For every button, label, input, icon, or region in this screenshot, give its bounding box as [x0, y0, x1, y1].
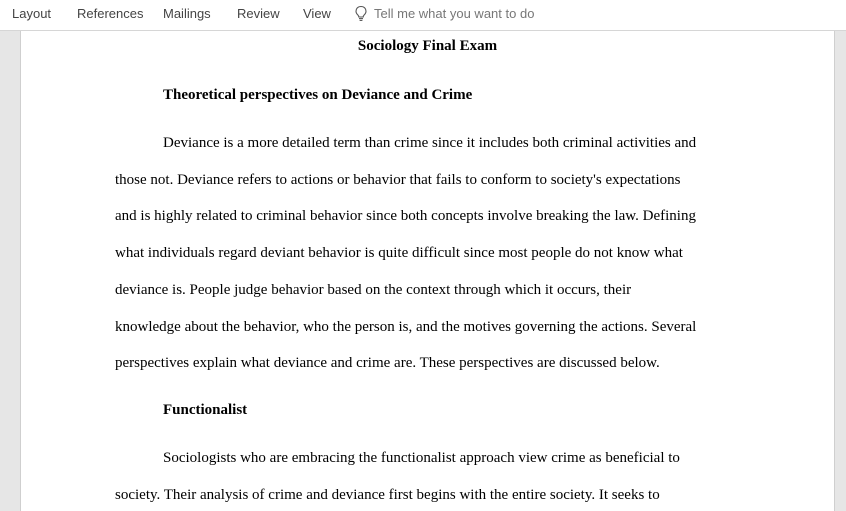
paragraph-line: perspectives explain what deviance and crime are. These perspectives are discussed below. [115, 355, 660, 371]
tab-review[interactable]: Review [237, 6, 280, 21]
paragraph-line: what individuals regard deviant behavior is quite difficult since most people do not know what [115, 245, 683, 261]
paragraph-line: those not. Deviance refers to actions or behavior that fails to conform to society's expectations [115, 172, 681, 188]
tab-references[interactable]: References [77, 6, 144, 21]
paragraph-line: Sociologists who are embracing the functionalist approach view crime as beneficial to [163, 450, 680, 466]
ribbon-tab-bar [0, 0, 846, 31]
lightbulb-icon [354, 5, 368, 22]
paragraph-line: deviance is. People judge behavior based on the context through which it occurs, their [115, 282, 632, 298]
section-heading: Functionalist [163, 402, 248, 418]
section-heading: Theoretical perspectives on Deviance and Crime [163, 87, 473, 103]
tell-me-placeholder: Tell me what you want to do [374, 6, 535, 21]
paragraph-line: knowledge about the behavior, who the person is, and the motives governing the actions. Several [115, 319, 697, 335]
paragraph-line: and is highly related to criminal behavior since both concepts involve breaking the law. Defining [115, 208, 696, 224]
paragraph-line: Deviance is a more detailed term than crime since it includes both criminal activities and [163, 135, 697, 151]
tab-layout[interactable]: Layout [12, 6, 52, 21]
paragraph-line: society. Their analysis of crime and deviance first begins with the entire society. It seeks to [115, 487, 660, 503]
tab-mailings[interactable]: Mailings [163, 6, 211, 21]
document-page[interactable] [20, 31, 835, 511]
tab-view[interactable]: View [303, 6, 331, 21]
document-title: Sociology Final Exam [357, 38, 498, 54]
